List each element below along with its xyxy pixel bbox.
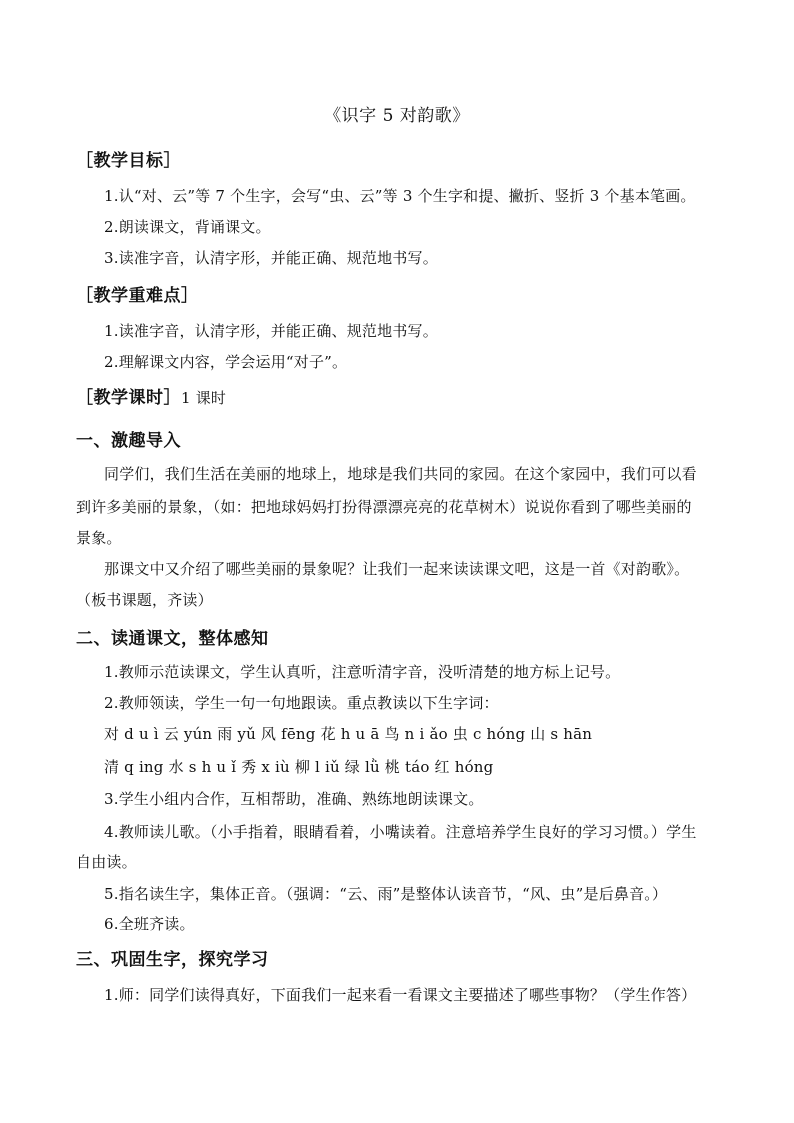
part1-paragraph1-line1: 同学们，我们生活在美丽的地球上，地球是我们共同的家园。在这个家园中，我们可以看 [104, 465, 697, 483]
part2-item-4-line2: 自由读。 [76, 853, 137, 871]
part2-item-1: 1.教师示范读课文，学生认真听，注意听清字音，没听清楚的地方标上记号。 [104, 663, 621, 681]
hours-line [76, 385, 226, 411]
goal-item-2: 2.朗读课文，背诵课文。 [104, 218, 271, 236]
document-title: 《识字 5 对韵歌》 [324, 106, 470, 126]
part2-heading: 二、读通课文，整体感知 [76, 629, 269, 649]
hours-value: 1 课时 [181, 389, 227, 407]
part1-heading: 一、激趣导入 [76, 431, 181, 451]
part2-item-5: 5.指名读生字，集体正音。（强调：“云、雨”是整体认读音节，“风、虫”是后鼻音。） [104, 885, 668, 903]
part1-paragraph2-line2: （板书课题，齐读） [76, 591, 213, 609]
goals-heading: ［教学目标］ [76, 151, 181, 171]
part1-paragraph2-line1: 那课文中又介绍了哪些美丽的景象呢？让我们一起来读读课文吧，这是一首《对韵歌》。 [104, 560, 690, 578]
goal-item-3: 3.读准字音，认清字形，并能正确、规范地书写。 [104, 249, 438, 267]
part2-item-6: 6.全班齐读。 [104, 915, 195, 933]
goal-item-1: 1.认“对、云”等 7 个生字，会写“虫、云”等 3 个生字和提、撇折、竖折 3 个基本笔画。 [104, 187, 696, 205]
part1-paragraph1-line2: 到许多美丽的景象，（如：把地球妈妈打扮得漂漂亮亮的花草树木）说说你看到了哪些美丽的 [76, 498, 692, 516]
part2-item-3: 3.学生小组内合作，互相帮助，准确、熟练地朗读课文。 [104, 790, 484, 808]
part2-item-4-line1: 4.教师读儿歌。（小手指着，眼睛看着，小嘴读着。注意培养学生良好的学习习惯。）学生 [104, 823, 697, 841]
pinyin-row-1: 对 d u ì 云 yún 雨 yǔ 风 fēng 花 h u ā 鸟 n i ǎo 虫 c hóng 山 s hān [104, 725, 593, 743]
key-point-item-1: 1.读准字音，认清字形，并能正确、规范地书写。 [104, 322, 438, 340]
hours-heading: ［教学课时］ [76, 388, 181, 408]
part2-item-2: 2.教师领读，学生一句一句地跟读。重点教读以下生字词： [104, 694, 499, 712]
part1-paragraph1-line3: 景象。 [76, 529, 122, 547]
part3-item-1: 1.师：同学们读得真好，下面我们一起来看一看课文主要描述了哪些事物？（学生作答） [104, 986, 697, 1004]
part3-heading: 三、巩固生字，探究学习 [76, 950, 269, 970]
key-points-heading: ［教学重难点］ [76, 286, 199, 306]
key-point-item-2: 2.理解课文内容，学会运用“对子”。 [104, 353, 348, 371]
pinyin-row-2: 清 q ing 水 s h u ǐ 秀 x iù 柳 l iǔ 绿 lǜ 桃 táo 红 hóng [104, 758, 494, 776]
